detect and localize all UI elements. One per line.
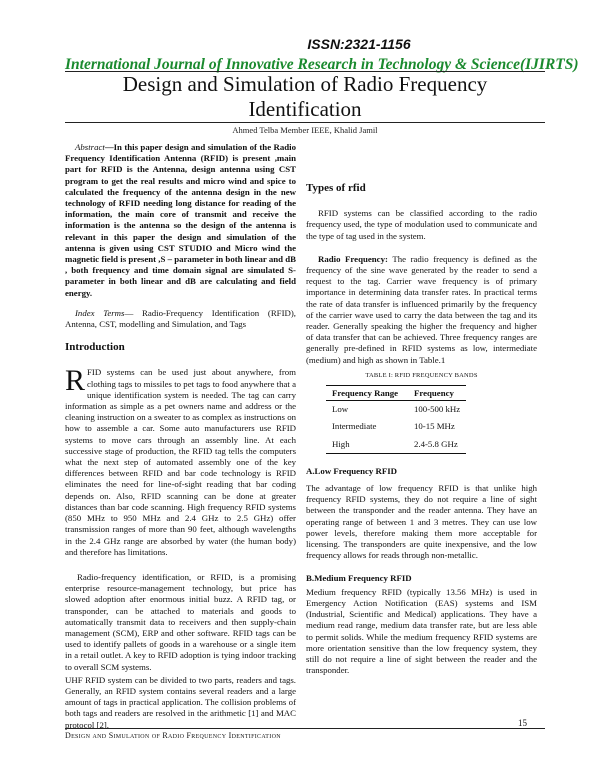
drop-cap: R [65,364,86,398]
table-cell: 100-500 kHz [414,404,461,415]
table-cell: High [332,438,350,449]
title-rule [65,122,545,123]
table-caption: TABLE I: RFID FREQUENCY BANDS [365,371,478,379]
footer-rule [65,728,545,729]
abstract [65,142,296,299]
medium-frequency-paragraph: Medium frequency RFID (typically 13.56 MHz) is used in Emergency Action Notification (EAS) systems and ISM (Industrial, Scientific and Medical) applications. They have a medium read range, medium data transfer rate, but are less able to permit solids. While the medium frequency RFID systems are more orientation sensitive than the low frequency system, they still do not require a line of sight between the reader and the transponder. [306,586,537,676]
index-terms-label: Index Terms [75,307,125,318]
journal-name: International Journal of Innovative Research in Technology & Science(IJIRTS) [65,56,579,73]
table-row [326,401,466,419]
page-number: 15 [518,718,527,728]
low-frequency-paragraph: The advantage of low frequency RFID is that unlike high frequency RFID systems, they do not require a line of sight between the transponder and the reader antenna. They have an operating range of between 1 and 3 metres. They can use low power levels, therefore making them more acceptable for licensing. The transponders are quite inexpensive, and the low frequency allows for reads through non-metallic. [306,483,537,561]
paper-authors: Ahmed Telba Member IEEE, Khalid Jamil [232,125,378,135]
table-header-cell: Frequency [414,388,454,399]
types-paragraph: RFID systems can be classified according to the radio frequency used, the type of modulation used to communicate and the type of tag used in the system. [306,208,537,241]
intro-paragraph-3: UHF RFID system can be divided to two parts, readers and tags. Generally, an RFID system contains several readers and a large amount of tags in practical application. The collision problems of both tags and readers are resolved in the arithmetic [1] and MAC protocol [2]. [65,674,296,730]
issn-label: ISSN:2321-1156 [307,36,411,52]
left-column [65,142,296,731]
table-cell: Intermediate [332,421,377,432]
radio-frequency-label: Radio Frequency: [318,253,388,264]
types-heading: Types of rfid [306,182,366,194]
table-cell: 2.4-5.8 GHz [414,438,458,449]
radio-frequency-text: The radio frequency is defined as the frequency of the sine wave generated by the reader to send a request to the tag. Carrier wave frequency is of primary importance in determining data transfer rates. In practical terms the rate of data transfer is influenced primarily by the frequency of the carrier wave used to carry the data between the tag and its reader. Generally speaking the higher the frequency and higher of data transfer that can be achieved. Three frequency ranges are generally pre-defined in RFID systems as low, intermediate (medium) and high as shown in Table.1 [306,253,537,365]
table-header-cell: Frequency Range [332,388,399,399]
abstract-label: Abstract [75,142,105,152]
low-frequency-heading: A.Low Frequency RFID [306,465,397,476]
table-cell: Low [332,404,349,415]
radio-frequency-paragraph [306,254,537,366]
abstract-text: —In this paper design and simulation of the Radio Frequency Identification Antenna (RFID) is present ,main part for RFID is the Antenna, design antenna using CST program to get the real results and micro wind and spice to calculated the frequency of the antenna design in the new technology of RFID needing long distance for reading of the information, the main core of transmit and receive the information is the antenna so the design of the antenna is relevant in this paper the design and simulation of the antenna is given using CST STUDIO and Micro wind the magnetic field is present ,S – parameter in both linear and dB , both frequency and time domain signal are simulated S-parameter in both linear and dB are calculating and field energy. [65,142,296,298]
running-footer: Design and Simulation of Radio Frequency Identification [65,731,281,740]
index-terms [65,308,296,330]
intro-paragraph-1 [65,364,296,557]
table-cell: 10-15 MHz [414,421,455,432]
table-row [326,436,466,454]
table-header-row [326,386,466,401]
continued-space [306,142,537,175]
intro-paragraph-2: Radio-frequency identification, or RFID, is a promising enterprise resource-management technology, but price has slowed adoption after enormous initial buzz. A RFID tag, or transponder, can be attached to materials and goods to automatically transmit data to receivers and then supply-chain management (SCM), ERP and other software. RFID tags can be used to identify pallets of goods in a warehouse or a single item in a retail outlet. A key to RFID adoption is tying indoor tracking to overall SCM systems. [65,571,296,672]
index-terms-text: — Radio-Frequency Identification (RFID), Antenna, CST, modelling and Simulation, and Tags [65,307,296,330]
frequency-bands-table [326,385,466,454]
paper-title: Design and Simulation of Radio Frequency Identification [122,72,488,121]
table-row [326,418,466,435]
intro-heading: Introduction [65,341,125,354]
right-column [306,142,537,685]
intro-paragraph-1-text: FID systems can be used just about anywhere, from clothing tags to missiles to pet tags to food anywhere that a unique identification system is needed. The tag can carry information as simple as a pet owners name and address or the cleaning instruction on a sweater to as complex as instructions on how to assemble a car. Some auto manufacturers use RFID systems to move cars through an assembly line. At each successive stage of production, the RFID tag tells the computers what the next step of automated assembly one of the key differences between RFID and bar code technology is RFID eliminates the need for line-of-sight reading that bar coding depends on. Also, RFID scanning can be done at greater distances than bar code scanning. High frequency RFID systems (850 MHz to 950 MHz and 2.4 GHz to 2.5 GHz) offer transmission ranges of more than 90 feet, although wavelengths in the 2.4 GHz range are absorbed by water (the human body) and therefore has limitations. [65,367,296,557]
medium-frequency-heading: B.Medium Frequency RFID [306,573,412,584]
